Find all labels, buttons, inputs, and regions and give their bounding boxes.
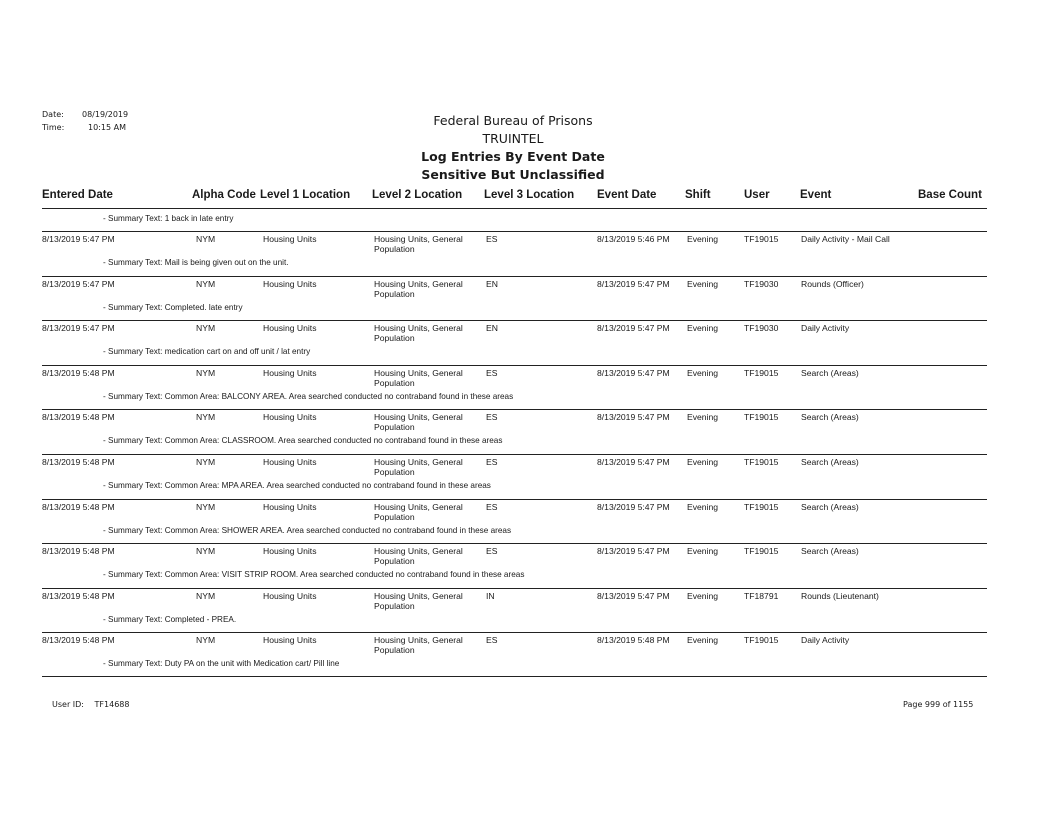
event-cell: Search (Areas) bbox=[801, 457, 859, 467]
row-separator bbox=[42, 499, 987, 500]
event-date-cell: 8/13/2019 5:47 PM bbox=[597, 501, 670, 512]
summary-text: - Summary Text: Duty PA on the unit with Medication cart/ Pill line bbox=[103, 659, 340, 669]
col-entered-date: Entered Date bbox=[42, 189, 113, 201]
time-label: Time: bbox=[42, 123, 65, 132]
user-cell: TF19015 bbox=[744, 412, 779, 423]
entered-date-cell: 8/13/2019 5:47 PM bbox=[42, 234, 115, 244]
col-base-count: Base Count bbox=[918, 189, 982, 201]
entered-date-cell: 8/13/2019 5:48 PM bbox=[42, 546, 115, 557]
col-event: Event bbox=[800, 189, 832, 201]
level2-location-cell: Housing Units, General Population bbox=[374, 278, 463, 299]
alpha-code-cell: NYM bbox=[196, 323, 216, 334]
event-date-cell: 8/13/2019 5:47 PM bbox=[597, 546, 670, 557]
level1-location-cell: Housing Units bbox=[263, 457, 317, 467]
row-separator bbox=[42, 632, 987, 633]
level3-location-cell: IN bbox=[486, 590, 495, 601]
event-date-cell: 8/13/2019 5:46 PM bbox=[597, 234, 670, 244]
user-cell: TF19015 bbox=[744, 367, 779, 378]
entered-date-cell: 8/13/2019 5:48 PM bbox=[42, 412, 115, 423]
event-cell: Rounds (Lieutenant) bbox=[801, 590, 879, 601]
level2-location-cell: Housing Units, General Population bbox=[374, 367, 463, 388]
row-separator bbox=[42, 276, 987, 277]
col-alpha-code: Alpha Code bbox=[192, 189, 256, 201]
level1-location-cell: Housing Units bbox=[263, 590, 317, 601]
entered-date-cell: 8/13/2019 5:48 PM bbox=[42, 457, 115, 467]
user-cell: TF19015 bbox=[744, 234, 779, 244]
alpha-code-cell: NYM bbox=[196, 635, 216, 646]
level1-location-cell: Housing Units bbox=[263, 546, 317, 557]
time-value: 10:15 AM bbox=[88, 123, 126, 132]
event-cell: Daily Activity bbox=[801, 635, 850, 646]
level2-location-cell: Housing Units, General Population bbox=[374, 234, 463, 254]
level1-location-cell: Housing Units bbox=[263, 412, 317, 423]
shift-cell: Evening bbox=[687, 501, 719, 512]
summary-text: - Summary Text: Completed. late entry bbox=[103, 302, 243, 312]
user-cell: TF19030 bbox=[744, 323, 779, 334]
alpha-code-cell: NYM bbox=[196, 457, 216, 467]
level1-location-cell: Housing Units bbox=[263, 367, 317, 378]
page-number: Page 999 of 1155 bbox=[903, 700, 974, 709]
event-cell: Search (Areas) bbox=[801, 367, 859, 378]
row-separator bbox=[42, 454, 987, 455]
shift-cell: Evening bbox=[687, 278, 719, 289]
alpha-code-cell: NYM bbox=[196, 590, 216, 601]
level1-location-cell: Housing Units bbox=[263, 635, 317, 646]
event-cell: Daily Activity - Mail Call bbox=[801, 234, 890, 244]
event-cell: Daily Activity bbox=[801, 323, 850, 334]
level3-location-cell: ES bbox=[486, 501, 498, 512]
event-date-cell: 8/13/2019 5:47 PM bbox=[597, 457, 670, 467]
col-user: User bbox=[744, 189, 770, 201]
col-shift: Shift bbox=[685, 189, 711, 201]
level3-location-cell: EN bbox=[486, 323, 498, 334]
shift-cell: Evening bbox=[687, 635, 719, 646]
shift-cell: Evening bbox=[687, 367, 719, 378]
shift-cell: Evening bbox=[687, 546, 719, 557]
col-event-date: Event Date bbox=[597, 189, 657, 201]
date-value: 08/19/2019 bbox=[82, 110, 129, 119]
first-summary-text: - Summary Text: 1 back in late entry bbox=[103, 214, 234, 223]
shift-cell: Evening bbox=[687, 323, 719, 334]
row-separator bbox=[42, 231, 987, 232]
event-cell: Search (Areas) bbox=[801, 546, 859, 557]
summary-text: - Summary Text: Common Area: BALCONY AREA. Area searched conducted no contraband found in these areas bbox=[103, 391, 514, 401]
shift-cell: Evening bbox=[687, 457, 719, 467]
summary-text: - Summary Text: Completed - PREA. bbox=[103, 614, 237, 624]
shift-cell: Evening bbox=[687, 590, 719, 601]
user-cell: TF19015 bbox=[744, 501, 779, 512]
user-cell: TF19015 bbox=[744, 457, 779, 467]
table-header bbox=[0, 189, 1056, 207]
row-separator bbox=[42, 588, 987, 589]
entered-date-cell: 8/13/2019 5:48 PM bbox=[42, 590, 115, 601]
report-title: Log Entries By Event Date bbox=[421, 149, 605, 164]
entered-date-cell: 8/13/2019 5:48 PM bbox=[42, 367, 115, 378]
summary-text: - Summary Text: Common Area: CLASSROOM. Area searched conducted no contraband found in these areas bbox=[103, 436, 503, 446]
shift-cell: Evening bbox=[687, 234, 719, 244]
date-label: Date: bbox=[42, 110, 64, 119]
summary-text: - Summary Text: Common Area: MPA AREA. Area searched conducted no contraband found in these areas bbox=[103, 481, 491, 490]
level3-location-cell: ES bbox=[486, 234, 498, 244]
level1-location-cell: Housing Units bbox=[263, 278, 317, 289]
alpha-code-cell: NYM bbox=[196, 501, 216, 512]
entered-date-cell: 8/13/2019 5:48 PM bbox=[42, 635, 115, 646]
level3-location-cell: ES bbox=[486, 635, 498, 646]
col-level2-location: Level 2 Location bbox=[372, 189, 463, 201]
level2-location-cell: Housing Units, General Population bbox=[374, 501, 463, 522]
level3-location-cell: ES bbox=[486, 546, 498, 557]
level2-location-cell: Housing Units, General Population bbox=[374, 457, 463, 477]
event-cell: Search (Areas) bbox=[801, 412, 859, 423]
level2-location-cell: Housing Units, General Population bbox=[374, 323, 463, 344]
entered-date-cell: 8/13/2019 5:47 PM bbox=[42, 323, 115, 334]
user-cell: TF19015 bbox=[744, 546, 779, 557]
user-cell: TF18791 bbox=[744, 590, 779, 601]
event-date-cell: 8/13/2019 5:47 PM bbox=[597, 323, 670, 334]
event-date-cell: 8/13/2019 5:48 PM bbox=[597, 635, 670, 646]
alpha-code-cell: NYM bbox=[196, 278, 216, 289]
col-level1-location: Level 1 Location bbox=[260, 189, 351, 201]
summary-text: - Summary Text: Common Area: SHOWER AREA. Area searched conducted no contraband found in these areas bbox=[103, 525, 512, 535]
user-id-value: TF14688 bbox=[94, 700, 130, 709]
level2-location-cell: Housing Units, General Population bbox=[374, 546, 463, 567]
level2-location-cell: Housing Units, General Population bbox=[374, 635, 463, 656]
user-id-label: User ID: bbox=[52, 700, 84, 709]
header-rule bbox=[42, 208, 987, 209]
row-separator bbox=[42, 543, 987, 544]
level3-location-cell: ES bbox=[486, 367, 498, 378]
user-cell: TF19015 bbox=[744, 635, 779, 646]
entered-date-cell: 8/13/2019 5:47 PM bbox=[42, 278, 115, 289]
level1-location-cell: Housing Units bbox=[263, 323, 317, 334]
system-title: TRUINTEL bbox=[482, 131, 544, 146]
level1-location-cell: Housing Units bbox=[263, 501, 317, 512]
report-title-block bbox=[0, 112, 1026, 184]
shift-cell: Evening bbox=[687, 412, 719, 423]
summary-text: - Summary Text: Mail is being given out on the unit. bbox=[103, 258, 289, 267]
row-separator bbox=[42, 365, 987, 366]
alpha-code-cell: NYM bbox=[196, 367, 216, 378]
event-date-cell: 8/13/2019 5:47 PM bbox=[597, 278, 670, 289]
entered-date-cell: 8/13/2019 5:48 PM bbox=[42, 501, 115, 512]
col-level3-location: Level 3 Location bbox=[484, 189, 575, 201]
alpha-code-cell: NYM bbox=[196, 546, 216, 557]
event-date-cell: 8/13/2019 5:47 PM bbox=[597, 412, 670, 423]
agency-title: Federal Bureau of Prisons bbox=[433, 113, 593, 128]
level3-location-cell: EN bbox=[486, 278, 498, 289]
summary-text: - Summary Text: medication cart on and off unit / lat entry bbox=[103, 347, 311, 357]
classification-title: Sensitive But Unclassified bbox=[421, 167, 605, 182]
user-cell: TF19030 bbox=[744, 278, 779, 289]
level3-location-cell: ES bbox=[486, 457, 498, 467]
event-date-cell: 8/13/2019 5:47 PM bbox=[597, 367, 670, 378]
row-separator bbox=[42, 320, 987, 321]
event-date-cell: 8/13/2019 5:47 PM bbox=[597, 590, 670, 601]
table-bottom-rule bbox=[42, 676, 987, 677]
event-cell: Rounds (Officer) bbox=[801, 278, 864, 289]
level3-location-cell: ES bbox=[486, 412, 498, 423]
level1-location-cell: Housing Units bbox=[263, 234, 317, 244]
alpha-code-cell: NYM bbox=[196, 234, 216, 244]
level2-location-cell: Housing Units, General Population bbox=[374, 412, 463, 433]
footer-user bbox=[52, 700, 129, 709]
level2-location-cell: Housing Units, General Population bbox=[374, 590, 463, 611]
event-cell: Search (Areas) bbox=[801, 501, 859, 512]
row-separator bbox=[42, 409, 987, 410]
alpha-code-cell: NYM bbox=[196, 412, 216, 423]
summary-text: - Summary Text: Common Area: VISIT STRIP ROOM. Area searched conducted no contraband found in these areas bbox=[103, 570, 525, 580]
